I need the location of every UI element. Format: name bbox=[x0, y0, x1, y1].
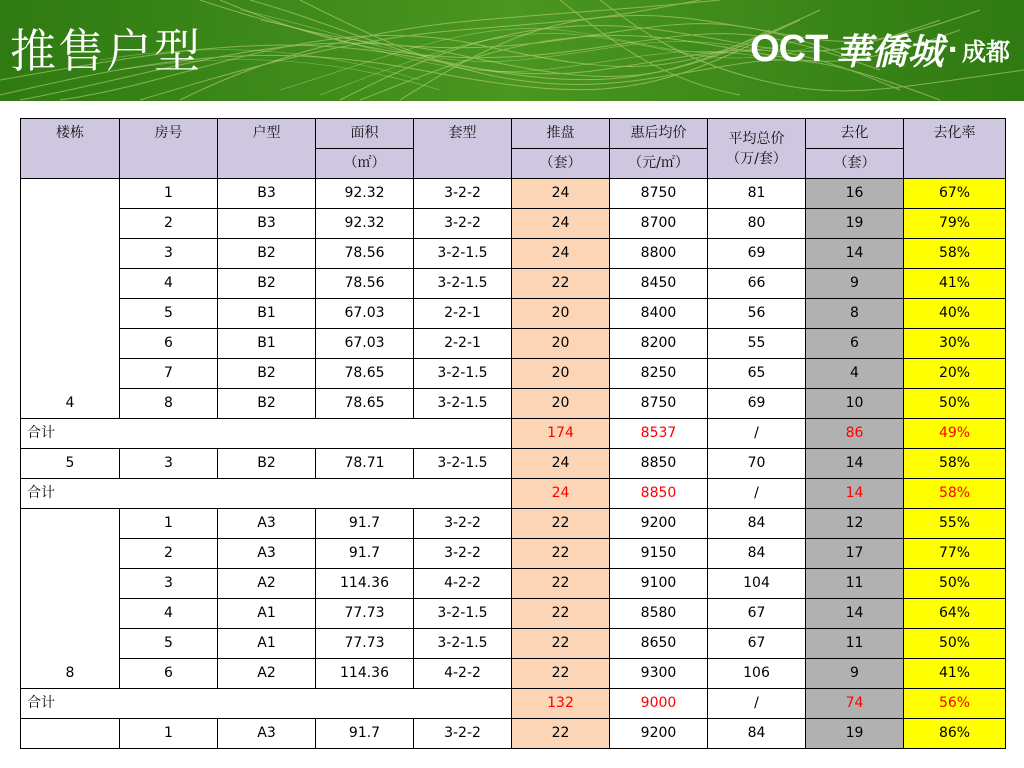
col-unit-area: （㎡） bbox=[316, 149, 414, 179]
brand-city: 成都 bbox=[962, 37, 1010, 66]
cell-avg-total: 56 bbox=[708, 299, 806, 329]
cell-sell-rate: 86% bbox=[904, 719, 1006, 749]
table-row bbox=[21, 719, 1006, 749]
cell-total-label: 合计 bbox=[21, 419, 512, 449]
table-row bbox=[21, 179, 1006, 209]
cell-room: 1 bbox=[120, 509, 218, 539]
cell-avg-total: 69 bbox=[708, 239, 806, 269]
col-header-push: 推盘 bbox=[512, 119, 610, 149]
cell-push: 22 bbox=[512, 719, 610, 749]
cell-total-sold: 14 bbox=[806, 479, 904, 509]
cell-room: 2 bbox=[120, 209, 218, 239]
cell-area: 114.36 bbox=[316, 659, 414, 689]
cell-room: 7 bbox=[120, 359, 218, 389]
cell-unit-type: A3 bbox=[218, 719, 316, 749]
table-total-row bbox=[21, 479, 1006, 509]
cell-unit-type: B2 bbox=[218, 269, 316, 299]
table-row bbox=[21, 359, 1006, 389]
cell-total-price: 9000 bbox=[610, 689, 708, 719]
cell-avg-total: 104 bbox=[708, 569, 806, 599]
cell-area: 78.56 bbox=[316, 239, 414, 269]
table-row bbox=[21, 329, 1006, 359]
cell-room: 8 bbox=[120, 389, 218, 419]
cell-sold: 11 bbox=[806, 629, 904, 659]
cell-total-price: 8850 bbox=[610, 479, 708, 509]
cell-total-push: 24 bbox=[512, 479, 610, 509]
col-unit-push: （套） bbox=[512, 149, 610, 179]
cell-price: 8200 bbox=[610, 329, 708, 359]
cell-area: 78.65 bbox=[316, 389, 414, 419]
cell-push: 22 bbox=[512, 659, 610, 689]
cell-room: 3 bbox=[120, 449, 218, 479]
cell-price: 9200 bbox=[610, 719, 708, 749]
cell-avg-total: 66 bbox=[708, 269, 806, 299]
table-row bbox=[21, 569, 1006, 599]
col-unit-price: （元/㎡） bbox=[610, 149, 708, 179]
cell-total-price: 8537 bbox=[610, 419, 708, 449]
col-unit-sold: （套） bbox=[806, 149, 904, 179]
cell-sell-rate: 50% bbox=[904, 629, 1006, 659]
table-row bbox=[21, 599, 1006, 629]
cell-price: 8400 bbox=[610, 299, 708, 329]
cell-area: 67.03 bbox=[316, 299, 414, 329]
cell-sold: 9 bbox=[806, 659, 904, 689]
col-header-sell-rate: 去化率 bbox=[904, 119, 1006, 179]
cell-layout: 2-2-1 bbox=[414, 299, 512, 329]
cell-push: 22 bbox=[512, 569, 610, 599]
page-title: 推售户型 bbox=[10, 24, 202, 78]
cell-sell-rate: 50% bbox=[904, 569, 1006, 599]
header-row-labels bbox=[21, 119, 1006, 149]
cell-total-sell-rate: 49% bbox=[904, 419, 1006, 449]
cell-layout: 3-2-2 bbox=[414, 539, 512, 569]
cell-total-sold: 86 bbox=[806, 419, 904, 449]
cell-sold: 12 bbox=[806, 509, 904, 539]
cell-room: 4 bbox=[120, 269, 218, 299]
cell-layout: 3-2-2 bbox=[414, 509, 512, 539]
cell-sell-rate: 79% bbox=[904, 209, 1006, 239]
cell-sell-rate: 40% bbox=[904, 299, 1006, 329]
table-row bbox=[21, 449, 1006, 479]
cell-sold: 10 bbox=[806, 389, 904, 419]
cell-sold: 17 bbox=[806, 539, 904, 569]
cell-price: 8700 bbox=[610, 209, 708, 239]
cell-avg-total: 70 bbox=[708, 449, 806, 479]
cell-layout: 3-2-1.5 bbox=[414, 599, 512, 629]
cell-area: 91.7 bbox=[316, 539, 414, 569]
cell-push: 24 bbox=[512, 209, 610, 239]
table-row bbox=[21, 539, 1006, 569]
cell-sold: 19 bbox=[806, 209, 904, 239]
cell-sold: 9 bbox=[806, 269, 904, 299]
cell-area: 78.65 bbox=[316, 359, 414, 389]
cell-price: 8580 bbox=[610, 599, 708, 629]
cell-push: 24 bbox=[512, 449, 610, 479]
cell-building bbox=[21, 719, 120, 749]
cell-area: 78.71 bbox=[316, 449, 414, 479]
cell-layout: 3-2-2 bbox=[414, 719, 512, 749]
cell-room: 3 bbox=[120, 239, 218, 269]
cell-unit-type: B3 bbox=[218, 209, 316, 239]
cell-layout: 3-2-2 bbox=[414, 179, 512, 209]
cell-unit-type: B1 bbox=[218, 329, 316, 359]
cell-sell-rate: 30% bbox=[904, 329, 1006, 359]
cell-building: 4 bbox=[21, 179, 120, 419]
cell-price: 9200 bbox=[610, 509, 708, 539]
cell-price: 8650 bbox=[610, 629, 708, 659]
cell-avg-total: 67 bbox=[708, 629, 806, 659]
cell-area: 77.73 bbox=[316, 599, 414, 629]
cell-layout: 3-2-1.5 bbox=[414, 389, 512, 419]
cell-push: 24 bbox=[512, 179, 610, 209]
header-banner bbox=[0, 0, 1024, 101]
cell-layout: 4-2-2 bbox=[414, 659, 512, 689]
cell-push: 22 bbox=[512, 269, 610, 299]
cell-room: 2 bbox=[120, 539, 218, 569]
cell-room: 1 bbox=[120, 719, 218, 749]
cell-avg-total: 65 bbox=[708, 359, 806, 389]
cell-avg-total: 80 bbox=[708, 209, 806, 239]
cell-room: 5 bbox=[120, 629, 218, 659]
cell-sold: 16 bbox=[806, 179, 904, 209]
table-row bbox=[21, 299, 1006, 329]
cell-total-avg-total: / bbox=[708, 419, 806, 449]
table-body bbox=[21, 179, 1006, 749]
col-header-building: 楼栋 bbox=[21, 119, 120, 179]
cell-unit-type: B2 bbox=[218, 239, 316, 269]
cell-area: 92.32 bbox=[316, 209, 414, 239]
cell-sold: 8 bbox=[806, 299, 904, 329]
cell-building: 8 bbox=[21, 509, 120, 689]
cell-price: 8750 bbox=[610, 389, 708, 419]
col-header-unit-type: 户型 bbox=[218, 119, 316, 179]
cell-unit-type: B2 bbox=[218, 359, 316, 389]
cell-unit-type: A1 bbox=[218, 599, 316, 629]
cell-avg-total: 67 bbox=[708, 599, 806, 629]
cell-sell-rate: 67% bbox=[904, 179, 1006, 209]
cell-room: 1 bbox=[120, 179, 218, 209]
cell-price: 8250 bbox=[610, 359, 708, 389]
cell-price: 8750 bbox=[610, 179, 708, 209]
cell-avg-total: 84 bbox=[708, 719, 806, 749]
cell-price: 9100 bbox=[610, 569, 708, 599]
table-row bbox=[21, 629, 1006, 659]
cell-push: 22 bbox=[512, 599, 610, 629]
col-header-layout: 套型 bbox=[414, 119, 512, 179]
brand-separator: · bbox=[947, 32, 958, 66]
cell-total-sell-rate: 58% bbox=[904, 479, 1006, 509]
col-header-avg-total-unit: （万/套） bbox=[726, 150, 787, 167]
cell-layout: 3-2-1.5 bbox=[414, 239, 512, 269]
cell-total-avg-total: / bbox=[708, 689, 806, 719]
cell-area: 78.56 bbox=[316, 269, 414, 299]
cell-unit-type: A2 bbox=[218, 659, 316, 689]
cell-price: 8800 bbox=[610, 239, 708, 269]
cell-sell-rate: 58% bbox=[904, 449, 1006, 479]
col-header-area: 面积 bbox=[316, 119, 414, 149]
cell-unit-type: B2 bbox=[218, 449, 316, 479]
cell-total-label: 合计 bbox=[21, 689, 512, 719]
cell-sold: 19 bbox=[806, 719, 904, 749]
brand-oct-text: OCT bbox=[750, 27, 828, 70]
cell-unit-type: A2 bbox=[218, 569, 316, 599]
cell-push: 24 bbox=[512, 239, 610, 269]
cell-total-push: 132 bbox=[512, 689, 610, 719]
cell-area: 91.7 bbox=[316, 719, 414, 749]
table-row bbox=[21, 389, 1006, 419]
col-header-sold: 去化 bbox=[806, 119, 904, 149]
cell-avg-total: 81 bbox=[708, 179, 806, 209]
cell-layout: 3-2-1.5 bbox=[414, 359, 512, 389]
brand-chinese-name: 華僑城 bbox=[835, 30, 944, 73]
cell-sold: 4 bbox=[806, 359, 904, 389]
cell-push: 22 bbox=[512, 539, 610, 569]
table-row bbox=[21, 269, 1006, 299]
table-total-row bbox=[21, 419, 1006, 449]
cell-sell-rate: 41% bbox=[904, 659, 1006, 689]
cell-push: 22 bbox=[512, 629, 610, 659]
col-header-avg-total-label: 平均总价 bbox=[728, 130, 785, 147]
cell-avg-total: 106 bbox=[708, 659, 806, 689]
cell-price: 9300 bbox=[610, 659, 708, 689]
cell-sell-rate: 20% bbox=[904, 359, 1006, 389]
cell-sell-rate: 64% bbox=[904, 599, 1006, 629]
cell-total-push: 174 bbox=[512, 419, 610, 449]
cell-push: 20 bbox=[512, 389, 610, 419]
cell-sold: 6 bbox=[806, 329, 904, 359]
cell-avg-total: 84 bbox=[708, 509, 806, 539]
cell-price: 8850 bbox=[610, 449, 708, 479]
cell-layout: 3-2-1.5 bbox=[414, 449, 512, 479]
cell-push: 20 bbox=[512, 359, 610, 389]
cell-unit-type: A3 bbox=[218, 539, 316, 569]
cell-sell-rate: 50% bbox=[904, 389, 1006, 419]
cell-push: 22 bbox=[512, 509, 610, 539]
table-row bbox=[21, 509, 1006, 539]
cell-price: 8450 bbox=[610, 269, 708, 299]
cell-total-sold: 74 bbox=[806, 689, 904, 719]
cell-total-sell-rate: 56% bbox=[904, 689, 1006, 719]
col-header-price: 惠后均价 bbox=[610, 119, 708, 149]
cell-room: 6 bbox=[120, 659, 218, 689]
cell-unit-type: B1 bbox=[218, 299, 316, 329]
table-total-row bbox=[21, 689, 1006, 719]
col-header-room: 房号 bbox=[120, 119, 218, 179]
cell-layout: 3-2-2 bbox=[414, 209, 512, 239]
table-row bbox=[21, 209, 1006, 239]
cell-layout: 2-2-1 bbox=[414, 329, 512, 359]
cell-sold: 14 bbox=[806, 449, 904, 479]
cell-price: 9150 bbox=[610, 539, 708, 569]
cell-push: 20 bbox=[512, 329, 610, 359]
cell-room: 4 bbox=[120, 599, 218, 629]
cell-area: 114.36 bbox=[316, 569, 414, 599]
sales-table bbox=[20, 118, 1006, 749]
cell-unit-type: A1 bbox=[218, 629, 316, 659]
brand-logo bbox=[750, 24, 1010, 74]
cell-unit-type: B2 bbox=[218, 389, 316, 419]
cell-room: 5 bbox=[120, 299, 218, 329]
cell-building: 5 bbox=[21, 449, 120, 479]
cell-room: 3 bbox=[120, 569, 218, 599]
cell-push: 20 bbox=[512, 299, 610, 329]
cell-avg-total: 84 bbox=[708, 539, 806, 569]
col-header-avg-total bbox=[708, 119, 806, 179]
cell-total-avg-total: / bbox=[708, 479, 806, 509]
table-row bbox=[21, 659, 1006, 689]
cell-area: 92.32 bbox=[316, 179, 414, 209]
table-row bbox=[21, 239, 1006, 269]
cell-layout: 3-2-1.5 bbox=[414, 629, 512, 659]
cell-total-label: 合计 bbox=[21, 479, 512, 509]
cell-area: 77.73 bbox=[316, 629, 414, 659]
cell-sell-rate: 55% bbox=[904, 509, 1006, 539]
cell-unit-type: B3 bbox=[218, 179, 316, 209]
cell-sell-rate: 41% bbox=[904, 269, 1006, 299]
cell-area: 91.7 bbox=[316, 509, 414, 539]
cell-area: 67.03 bbox=[316, 329, 414, 359]
table-header bbox=[21, 119, 1006, 179]
cell-layout: 3-2-1.5 bbox=[414, 269, 512, 299]
cell-unit-type: A3 bbox=[218, 509, 316, 539]
cell-sell-rate: 58% bbox=[904, 239, 1006, 269]
cell-room: 6 bbox=[120, 329, 218, 359]
cell-sold: 11 bbox=[806, 569, 904, 599]
cell-layout: 4-2-2 bbox=[414, 569, 512, 599]
cell-sold: 14 bbox=[806, 599, 904, 629]
cell-avg-total: 69 bbox=[708, 389, 806, 419]
cell-sold: 14 bbox=[806, 239, 904, 269]
cell-sell-rate: 77% bbox=[904, 539, 1006, 569]
cell-avg-total: 55 bbox=[708, 329, 806, 359]
